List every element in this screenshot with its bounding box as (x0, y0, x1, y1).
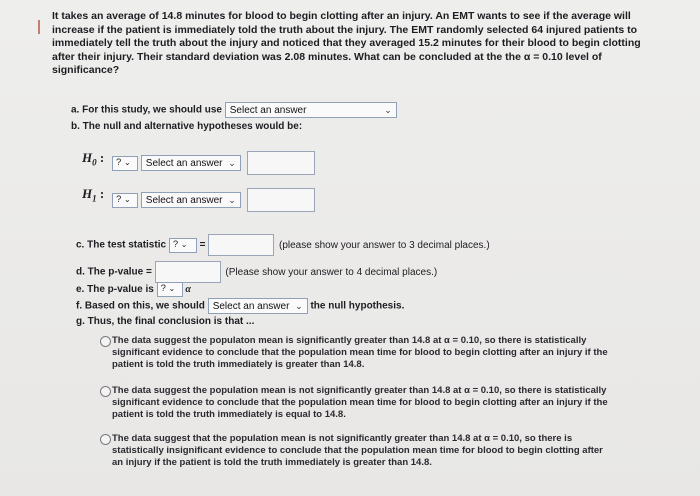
margin-mark (38, 20, 40, 34)
h1-label (82, 186, 104, 204)
p-value-compare-select[interactable] (157, 282, 183, 297)
test-statistic-input[interactable] (208, 234, 274, 256)
chevron-down-icon: ⌄ (123, 157, 131, 167)
h1-parameter-select[interactable] (141, 192, 241, 208)
test-statistic-select-value: ? (172, 238, 179, 250)
test-statistic-note: (please show your answer to 3 decimal places.) (279, 239, 490, 251)
h0-operator-select[interactable] (112, 156, 138, 171)
part-d (76, 261, 437, 283)
conclusion-option[interactable] (112, 335, 612, 371)
conclusion-option-text: The data suggest that the population mean is not significantly greater than 14.8 at α = 0.10, so there is statistically insignificant evidence to conclude that the population mean time for blood to begin clotting after an injury if the patient is told the truth immediately is greater than 14.8. (112, 433, 603, 468)
h0-colon: : (99, 150, 105, 165)
chevron-down-icon: ⌄ (123, 194, 131, 204)
part-f-label: f. Based on this, we should (76, 300, 205, 312)
radio-icon[interactable] (100, 336, 111, 347)
part-c (76, 234, 490, 256)
part-f-tail: the null hypothesis. (310, 300, 405, 312)
alpha-symbol: α (185, 284, 191, 296)
conclusion-option-text: The data suggest the populaton mean is significantly greater than 14.8 at α = 0.10, so there is statistically significant evidence to conclude that the population mean time for blood to begin clotting after an injury if the patient is told the truth immediately is greater than 14.8. (112, 335, 608, 370)
h0-parameter-select[interactable] (141, 155, 241, 171)
equals-sign: = (199, 239, 206, 251)
h1-controls (112, 188, 315, 212)
p-value-compare-value: ? (160, 283, 166, 294)
radio-icon[interactable] (100, 434, 111, 445)
chevron-down-icon: ⌄ (228, 195, 236, 205)
h0-value-input[interactable] (247, 151, 315, 175)
chevron-down-icon: ⌄ (384, 105, 392, 115)
part-a (71, 102, 397, 118)
conclusion-option[interactable] (112, 433, 612, 469)
part-a-label: a. For this study, we should use (71, 104, 222, 116)
h1-value-input[interactable] (247, 188, 315, 212)
h1-parameter-value: Select an answer (145, 195, 223, 206)
study-type-select[interactable] (225, 102, 397, 118)
chevron-down-icon: ⌄ (295, 301, 303, 311)
h1-subscript: 1 (92, 193, 97, 204)
h1-operator-select[interactable] (112, 193, 138, 208)
h1-operator-value: ? (116, 193, 122, 205)
h1-colon: : (99, 186, 105, 201)
chevron-down-icon: ⌄ (180, 239, 188, 249)
part-g-label: g. Thus, the final conclusion is that ... (76, 316, 255, 327)
h0-operator-value: ? (116, 156, 122, 168)
h0-label (82, 150, 104, 168)
part-c-label: c. The test statistic (76, 239, 167, 251)
part-f (76, 298, 404, 314)
p-value-input[interactable] (155, 261, 221, 283)
conclusion-option[interactable] (112, 385, 612, 421)
part-d-label: d. The p-value = (76, 266, 152, 278)
decision-select[interactable] (208, 298, 308, 314)
conclusion-option-text: The data suggest the population mean is not significantly greater than 14.8 at α = 0.10, so there is statistically significant evidence to conclude that the population mean time for blood to begin clotting after an injury if the patient is told the truth immediately is equal to 14.8. (112, 385, 608, 420)
decision-select-value: Select an answer (212, 301, 290, 312)
h0-symbol: H (82, 150, 93, 165)
chevron-down-icon: ⌄ (168, 284, 176, 293)
part-b-label: b. The null and alternative hypotheses would be: (71, 121, 303, 132)
h0-controls (112, 151, 315, 175)
test-statistic-select[interactable] (169, 238, 197, 253)
problem-statement: It takes an average of 14.8 minutes for blood to begin clotting after an injury. An EMT wants to see if the average will increase if the patient is immediately told the truth about the injury. The EMT randomly selected 64 injured patients to immediately tell the truth about the injury and noticed that they averaged 15.2 minutes for their blood to begin clotting after their injury. Their standard deviation was 2.08 minutes. What can be concluded at the the α = 0.10 level of significance? (52, 10, 641, 76)
h1-symbol: H (82, 186, 93, 201)
part-e-label: e. The p-value is (76, 284, 154, 296)
h0-parameter-value: Select an answer (145, 158, 223, 169)
part-g (76, 316, 254, 327)
chevron-down-icon: ⌄ (228, 158, 236, 168)
h0-subscript: 0 (92, 157, 97, 168)
part-b (71, 121, 302, 132)
p-value-note: (Please show your answer to 4 decimal places.) (225, 266, 438, 278)
part-e (76, 282, 191, 297)
radio-icon[interactable] (100, 386, 111, 397)
study-type-select-value: Select an answer (229, 105, 307, 116)
